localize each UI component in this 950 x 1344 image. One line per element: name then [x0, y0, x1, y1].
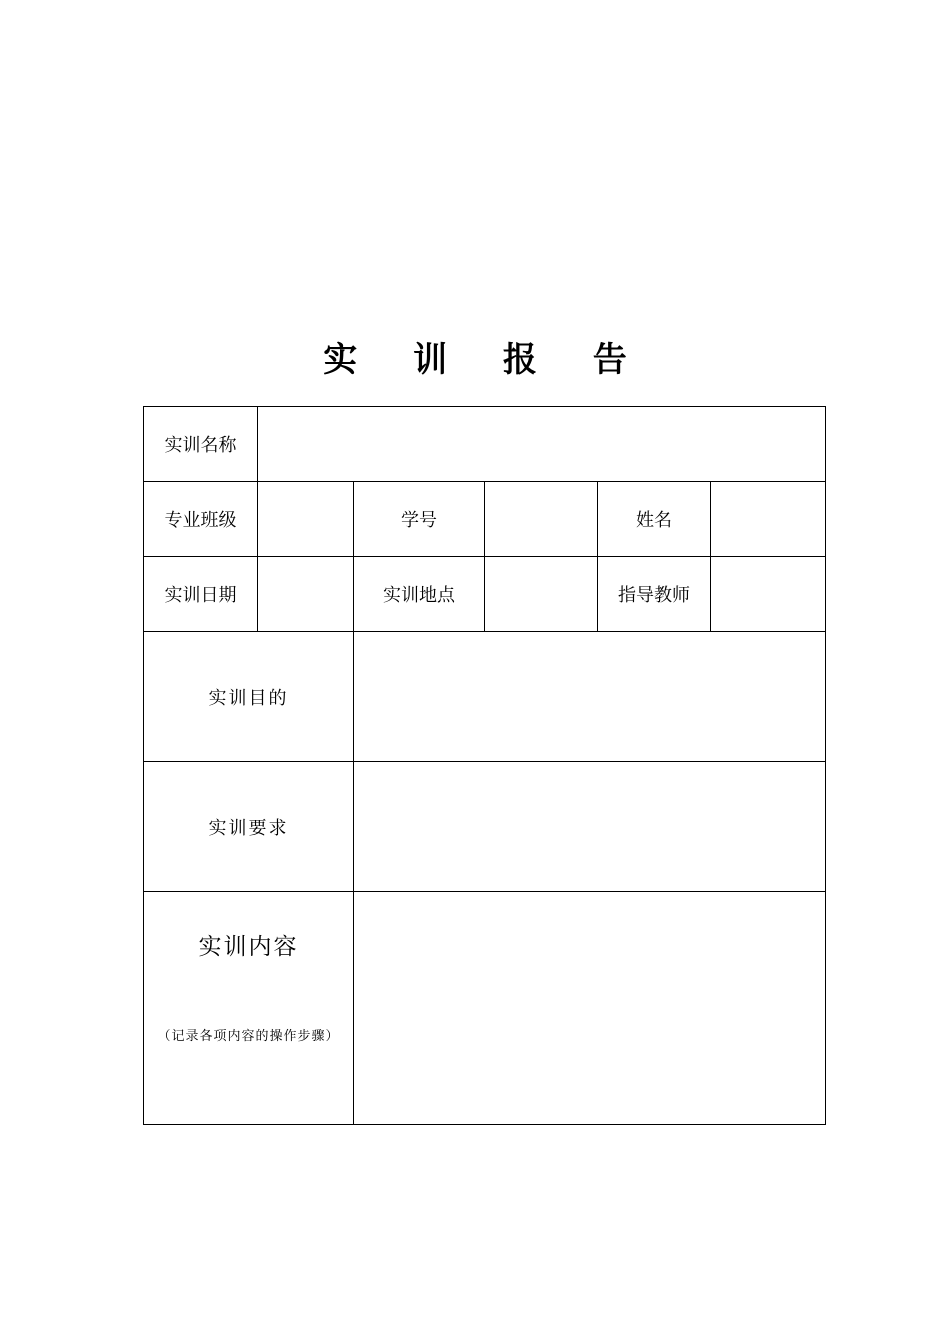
- training-date-label: 实训日期: [144, 557, 258, 632]
- training-name-label: 实训名称: [144, 407, 258, 482]
- content-note: （记录各项内容的操作步骤）: [157, 1029, 340, 1044]
- name-value[interactable]: [711, 482, 826, 557]
- instructor-value[interactable]: [711, 557, 826, 632]
- content-value[interactable]: [354, 892, 826, 1125]
- purpose-label: 实训目的: [144, 632, 354, 762]
- table-row-student-info: [144, 482, 826, 557]
- page-title: 实 训 报 告: [323, 340, 649, 380]
- table-row-training-info: [144, 557, 826, 632]
- training-location-label: 实训地点: [354, 557, 485, 632]
- name-label: 姓名: [598, 482, 711, 557]
- table-row-purpose: [144, 632, 826, 762]
- training-date-value[interactable]: [258, 557, 354, 632]
- training-name-value[interactable]: [258, 407, 826, 482]
- requirements-label: 实训要求: [144, 762, 354, 892]
- content-label-cell: [144, 892, 354, 1125]
- content-label: 实训内容: [198, 934, 299, 960]
- training-report-table: [143, 406, 826, 1125]
- student-id-label: 学号: [354, 482, 485, 557]
- purpose-value[interactable]: [354, 632, 826, 762]
- table-row-requirements: [144, 762, 826, 892]
- major-class-label: 专业班级: [144, 482, 258, 557]
- table-row-content: [144, 892, 826, 1125]
- requirements-value[interactable]: [354, 762, 826, 892]
- student-id-value[interactable]: [485, 482, 598, 557]
- training-location-value[interactable]: [485, 557, 598, 632]
- major-class-value[interactable]: [258, 482, 354, 557]
- table-row-training-name: [144, 407, 826, 482]
- instructor-label: 指导教师: [598, 557, 711, 632]
